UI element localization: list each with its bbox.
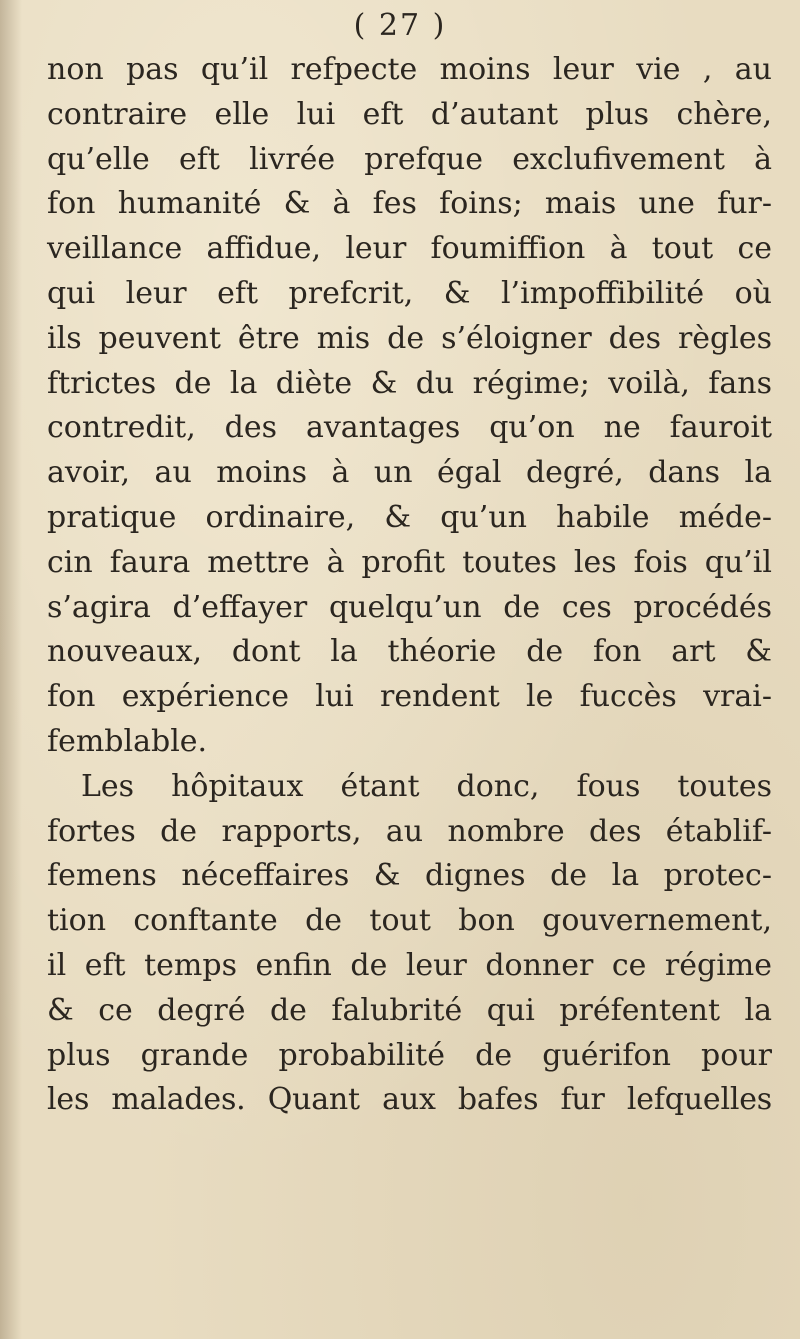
page-number: ( 27 ) <box>353 8 447 43</box>
text-line: tion conftante de tout bon gouvernement, <box>47 903 772 939</box>
text-line: fortes de rapports, au nombre des établif- <box>47 813 772 849</box>
paragraph-end-line: femblable. <box>47 723 208 759</box>
text-line: les malades. Quant aux bafes fur lefquelles <box>47 1082 772 1118</box>
text-line: avoir, au moins à un égal degré, dans la <box>47 455 772 491</box>
text-line: ils peuvent être mis de s’éloigner des règles <box>47 320 772 356</box>
text-line: nouveaux, dont la théorie de fon art & <box>47 634 772 670</box>
paragraph-start-line: Les hôpitaux étant donc, fous toutes <box>81 768 772 804</box>
text-line: s’agira d’effayer quelqu’un de ces procédés <box>47 589 772 625</box>
text-line: femens néceffaires & dignes de la protec- <box>47 858 772 894</box>
text-line: ftrictes de la diète & du régime; voilà, fans <box>47 365 772 401</box>
text-line: veillance affidue, leur foumiffion à tout ce <box>47 231 772 267</box>
text-line: & ce degré de falubrité qui préfentent la <box>47 992 772 1028</box>
text-line: contredit, des avantages qu’on ne fauroit <box>47 410 772 446</box>
text-line: non pas qu’il refpecte moins leur vie , au <box>47 52 772 87</box>
text-line: cin faura mettre à profit toutes les fois qu’il <box>47 544 772 580</box>
text-line: il eft temps enfin de leur donner ce régime <box>47 947 772 983</box>
body-text <box>47 48 772 1123</box>
text-line: qu’elle eft livrée prefque exclufivement à <box>47 141 772 177</box>
text-line: fon expérience lui rendent le fuccès vrai- <box>47 679 772 715</box>
text-line: fon humanité & à fes foins; mais une fur- <box>47 186 772 222</box>
text-line: contraire elle lui eft d’autant plus chère, <box>47 96 772 132</box>
text-line: plus grande probabilité de guérifon pour <box>47 1037 772 1073</box>
text-line: pratique ordinaire, & qu’un habile méde- <box>47 499 772 535</box>
text-line: qui leur eft prefcrit, & l’impoffibilité où <box>47 275 772 311</box>
